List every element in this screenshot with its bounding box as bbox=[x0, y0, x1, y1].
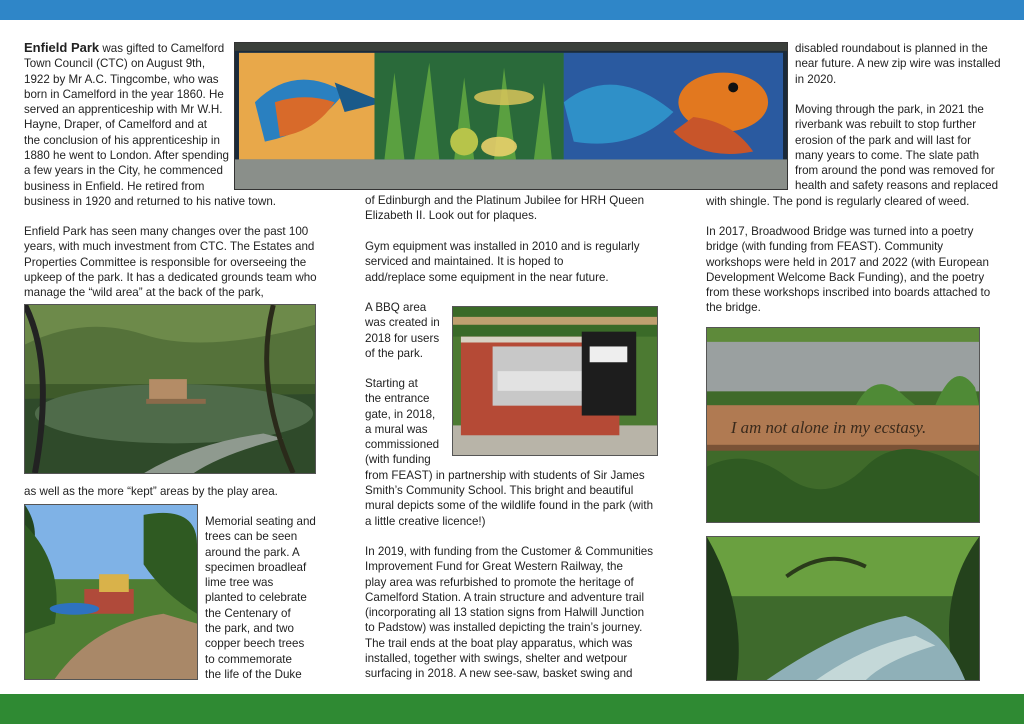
poetry-bridge-paragraph: In 2017, Broadwood Bridge was turned into a poetry bridge (with funding from FEAST). Community workshops were held in 2017 and 2022 (with European Development Welcome Back Funding), and the poetry from these workshops inscribed into boards attached to the bridge. bbox=[706, 225, 991, 315]
roundabout-paragraph: disabled roundabout is planned in the near future. A new zip wire was installed in 2020. bbox=[795, 42, 1001, 86]
kept-areas-line: as well as the more “kept” areas by the play area. bbox=[24, 485, 278, 498]
duke-continuation-paragraph: of Edinburgh and the Platinum Jubilee for HRH Queen Elizabeth II. Look out for plaques. bbox=[365, 194, 645, 223]
play-area-paragraph: In 2019, with funding from the Customer & Communities Improvement Fund for Great Western Railway, the play area was refurbished to promote the heritage of Camelford Station. A train structure and adventure trail (incorporating all 13 station signs from Halwill Junction to Padstow) was installed depicting the train’s journey. The trail ends at the boat play apparatus, which was installed, together with swings, shelter and wetpour surfacing in 2018. A new see-saw, basket swing and bbox=[365, 545, 654, 681]
intro-paragraph: Enfield Park was gifted to Camelford Town Council (CTC) on August 9th, 1922 by Mr A.C. Tingcombe, who was born in Camelford in the year 1860. He served an apprenticeship with Mr W.H. Hayne, Draper, of Camelford and at the conclusion of his apprenticeship in 1880 he went to London. After spending a few years in the City, he commenced business in Enfield. He retired from business in 1920 and returned to his native town. bbox=[24, 40, 277, 208]
gym-paragraph: Gym equipment was installed in 2010 and is regularly serviced and maintained. It is hoped to add/replace some equipment in the near future. bbox=[365, 240, 640, 284]
park-name-heading: Enfield Park bbox=[24, 40, 100, 55]
bridge-plaque-photo bbox=[706, 327, 980, 523]
mural-paragraph: Starting at the entrance gate, in 2018, a mural was commissioned (with funding from FEAST) in partnership with students of Sir James Smith’s Community School. This bright and beautiful mural depicts some of the wildlife found in the park (with a little creative licence!) bbox=[365, 377, 654, 528]
top-color-band bbox=[0, 0, 1024, 20]
riverbank-paragraph: Moving through the park, in 2021 the riverbank was rebuilt to stop further erosion of the park and will last for many years to come. The slate path from around the pond was removed for health and safety reasons and replaced with shingle. The pond is regularly cleared of weed. bbox=[706, 103, 999, 208]
bbq-paragraph: A BBQ area was created in 2018 for users of the park. bbox=[365, 301, 440, 360]
pond-photo bbox=[24, 304, 316, 474]
plaque-inscription: I am not alone in my ecstasy. bbox=[730, 417, 927, 437]
changes-paragraph: Enfield Park has seen many changes over the past 100 years, with much investment from CTC. The Estates and Properties Committee is responsible for overseeing the upkeep of the park. It has a dedicated grounds team who manage the “wild area” at the back of the park, bbox=[24, 225, 317, 300]
bottom-color-band bbox=[0, 694, 1024, 724]
river-photo bbox=[706, 536, 980, 681]
memorial-paragraph: Memorial seating and trees can be seen around the park. A specimen broadleaf lime tree was planted to celebrate the Centenary of the park, and two copper beech trees to commemorate the life of the Duke bbox=[205, 515, 316, 681]
mural-photo bbox=[234, 42, 788, 190]
play-area-photo bbox=[24, 504, 198, 680]
